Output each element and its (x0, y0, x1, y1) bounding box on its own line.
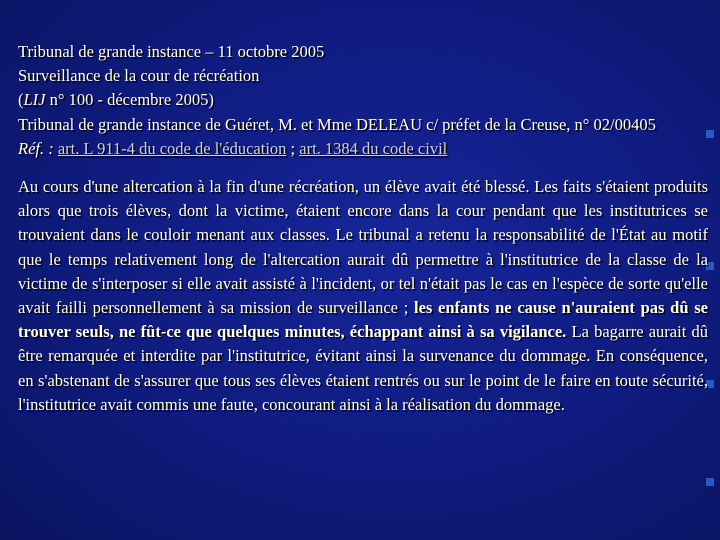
slide-accent-square (706, 478, 714, 486)
slide-content (18, 40, 708, 417)
journal-ref-prefix: ( (18, 90, 24, 110)
journal-name: LIJ (23, 90, 46, 110)
court-citation: Tribunal de grande instance de Guéret, M. et Mme DELEAU c/ préfet de la Creuse, n° 02/00405 (18, 114, 656, 134)
summary-bold-statement: les enfants ne cause n'auraient pas dû se trouver seuls, ne fût-ce que quelques minutes, échappant ainsi à sa vigilance. (18, 298, 708, 342)
references-separator: ; (286, 138, 300, 158)
legal-references (18, 137, 708, 161)
journal-reference (18, 88, 708, 112)
summary-text-intro: Au cours d'une altercation à la fin d'une récréation, un élève avait été blessé. Les faits s'étaient produits alors que trois élèves, dont la victime, étaient encore dans la cour pendant que les institutrices se trouvaient dans le couloir menant aux classes. Le tribunal a retenu la responsabilité de l'État au motif que le temps relativement long de l'altercation aurait dû permettre à l'institutrice de la classe de la victime de s'interposer si elle avait assisté à l'incident, or tel n'était pas le cas en l'espèce de sorte qu'elle avait failli personnellement à sa mission de surveillance ; (18, 177, 708, 318)
civil-code-link[interactable]: art. 1384 du code civil (299, 138, 448, 158)
journal-ref-suffix: n° 100 - décembre 2005) (45, 90, 214, 110)
case-title: Tribunal de grande instance – 11 octobre 2005 (18, 42, 325, 61)
summary-text-conclusion: La bagarre aurait dû être remarquée et interdite par l'institutrice, évitant ainsi la survenance du dommage. En conséquence, en s'abstenant de s'assurer que tous ses élèves étaient rentrés ou sur le point de le faire en toute sécurité, l'institutrice avait commis une faute, concourant ainsi à la réalisation du dommage. (18, 322, 708, 414)
references-label: Réf. : (18, 138, 54, 158)
education-code-link[interactable]: art. L 911-4 du code de l'éducation (57, 138, 287, 158)
case-summary (18, 175, 708, 417)
case-subject: Surveillance de la cour de récréation (18, 66, 260, 86)
